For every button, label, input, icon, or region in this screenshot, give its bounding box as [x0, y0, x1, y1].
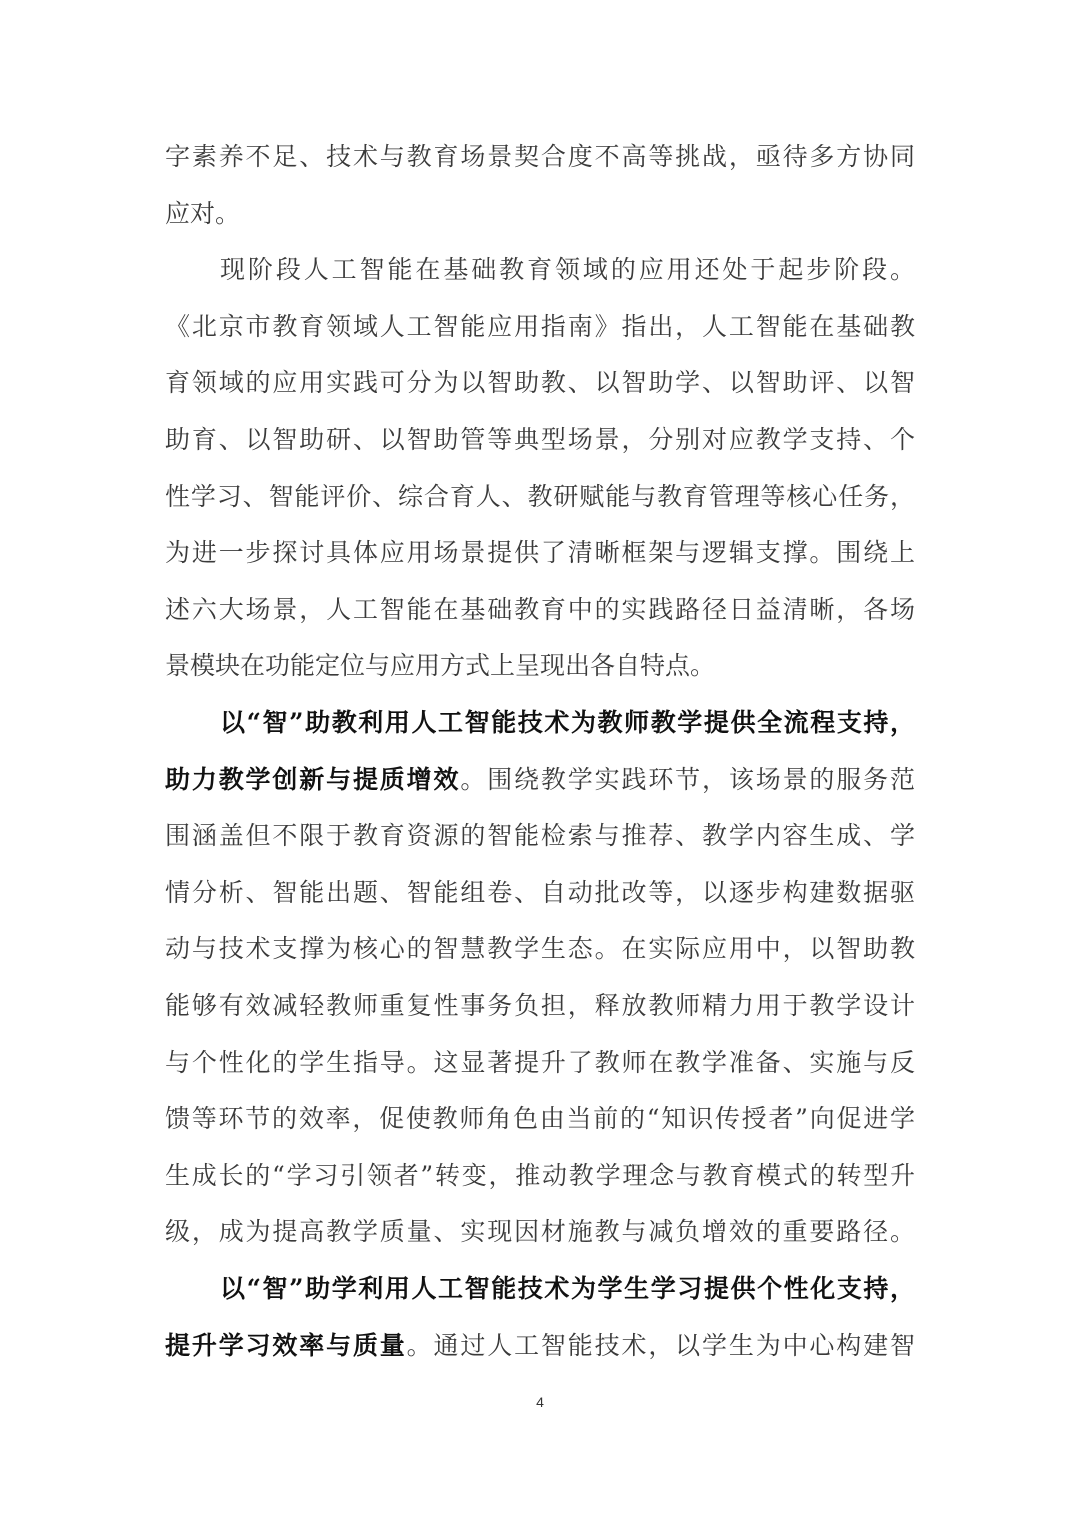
body-text: 应对。 [165, 198, 241, 228]
bold-heading-text: 助力教学创新与提质增效 [165, 764, 461, 794]
text-line [165, 1156, 915, 1196]
body-text: 为进一步探讨具体应用场景提供了清晰框架与逻辑支撑。围绕上 [165, 538, 915, 568]
text-line [165, 929, 915, 969]
body-text: 与个性化的学生指导。这显著提升了教师在教学准备、实施与反 [165, 1047, 915, 1077]
text-line [220, 703, 915, 743]
body-text: 景模块在功能定位与应用方式上呈现出各自特点。 [165, 651, 716, 681]
text-line [165, 477, 915, 517]
text-line [165, 533, 915, 573]
text-line [165, 194, 915, 234]
body-text: 动与技术支撑为核心的智慧教学生态。在实际应用中，以智助教 [165, 934, 915, 964]
text-line [165, 1099, 915, 1139]
text-line [165, 646, 915, 686]
text-line [165, 873, 915, 913]
body-text: 生成长的“学习引领者”转变，推动教学理念与教育模式的转型升 [165, 1160, 915, 1190]
text-line [165, 363, 915, 403]
bold-heading-text: 提升学习效率与质量 [165, 1330, 407, 1360]
bold-heading-text: 以“智”助教利用人工智能技术为教师教学提供全流程支持， [220, 708, 915, 737]
text-line [220, 250, 915, 290]
text-line [165, 816, 915, 856]
text-line [220, 1269, 915, 1309]
body-text: 育领域的应用实践可分为以智助教、以智助学、以智助评、以智 [165, 368, 915, 398]
body-text: 述六大场景，人工智能在基础教育中的实践路径日益清晰，各场 [165, 594, 915, 624]
text-line [165, 1212, 915, 1252]
text-line [165, 307, 915, 347]
text-line [165, 590, 915, 630]
page-number: 4 [536, 1394, 544, 1410]
text-line [165, 137, 915, 177]
body-text: 。通过人工智能技术，以学生为中心构建智 [406, 1330, 915, 1360]
body-text: 级，成为提高教学质量、实现因材施教与减负增效的重要路径。 [165, 1217, 915, 1247]
text-line [165, 1043, 915, 1083]
body-text: 现阶段人工智能在基础教育领域的应用还处于起步阶段。 [220, 255, 915, 285]
body-text: 《北京市教育领域人工智能应用指南》指出，人工智能在基础教 [165, 311, 915, 341]
bold-heading-text: 以“智”助学利用人工智能技术为学生学习提供个性化支持， [220, 1274, 915, 1303]
body-text: 。围绕教学实践环节，该场景的服务范 [460, 764, 915, 794]
body-text: 情分析、智能出题、智能组卷、自动批改等，以逐步构建数据驱 [165, 877, 915, 907]
text-line [165, 1326, 915, 1366]
body-text: 字素养不足、技术与教育场景契合度不高等挑战，亟待多方协同 [165, 142, 915, 171]
body-text: 性学习、智能评价、综合育人、教研赋能与教育管理等核心任务， [165, 481, 915, 511]
body-text: 馈等环节的效率，促使教师角色由当前的“知识传授者”向促进学 [165, 1104, 915, 1134]
text-line [165, 420, 915, 460]
text-line [165, 986, 915, 1026]
body-text: 围涵盖但不限于教育资源的智能检索与推荐、教学内容生成、学 [165, 821, 915, 851]
body-text: 助育、以智助研、以智助管等典型场景，分别对应教学支持、个 [165, 425, 915, 454]
body-text: 能够有效减轻教师重复性事务负担，释放教师精力用于教学设计 [165, 991, 915, 1020]
text-line [165, 760, 915, 800]
